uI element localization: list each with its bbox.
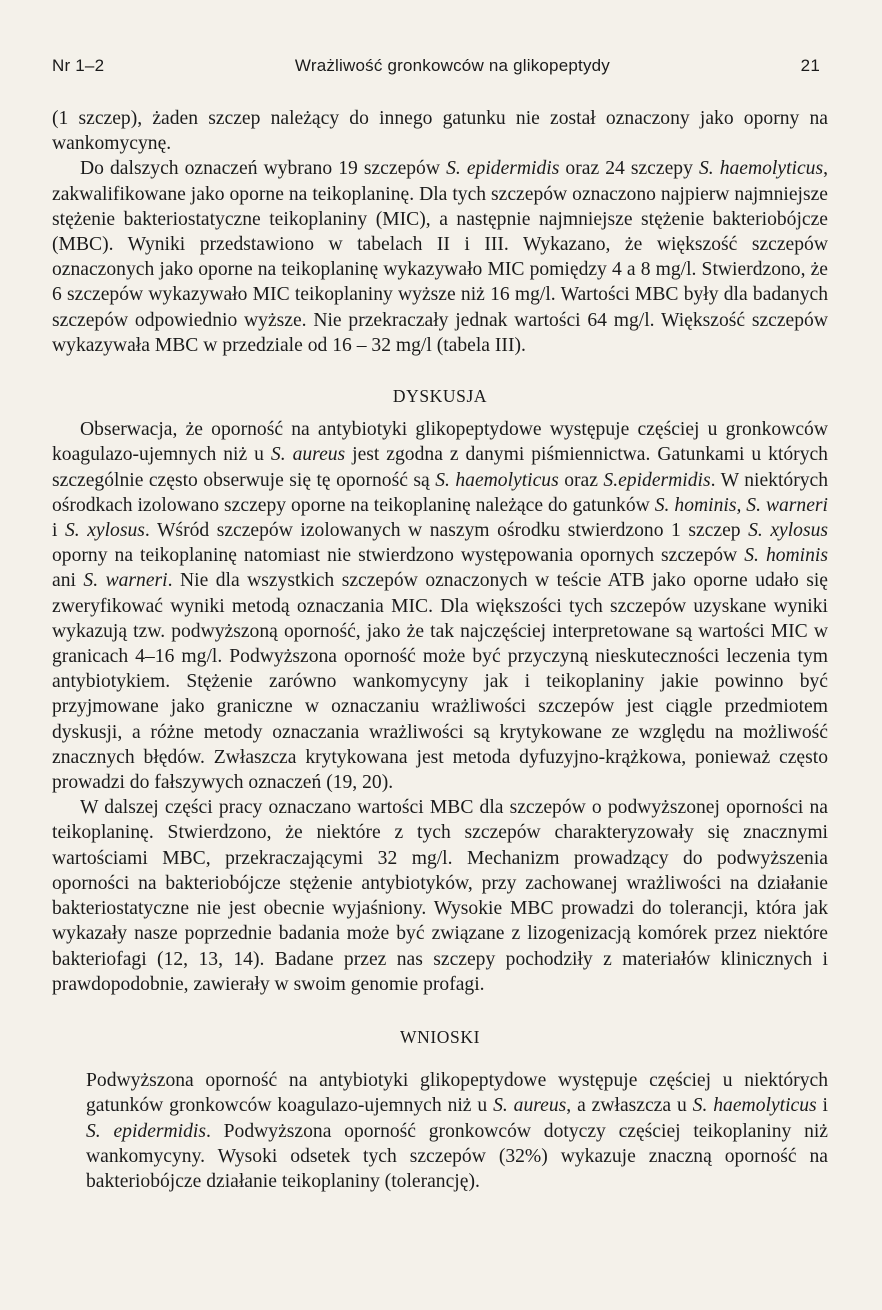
paragraph-discussion-1: Obserwacja, że oporność na antybiotyki glikopeptydowe występuje częściej u gronkowców koagulazo-ujemnych niż u S. aureus jest zgodna z danymi piśmiennictwa. Gatunkami u których szczególnie często obserwuje się tę oporność są S. haemolyticus oraz S.epidermidis. W niektórych ośrodkach izolowano szczepy oporne na teikoplaninę należące do gatunków S. hominis, S. warneri i S. xylosus. Wśród szczepów izolowanych w naszym ośrodku stwierdzono 1 szczep S. xylosus oporny na teikoplaninę natomiast nie stwierdzono występowania opornych szczepów S. hominis ani S. warneri. Nie dla wszystkich szczepów oznaczonych w teście ATB jako oporne udało się zweryfikować wyniki metodą oznaczania MIC. Dla większości tych szczepów uzyskane wyniki wykazują tzw. podwyższoną oporność, jako że tak najczęściej interpretowane są wartości MIC w granicach 4–16 mg/l. Podwyższona oporność może być przyczyną nieskuteczności leczenia tym antybiotykiem. Stężenie zarówno wankomycyny jak i teikoplaniny jakie powinno być przyjmowane jako graniczne w oznaczaniu wrażliwości szczepów jest ciągle przedmiotem dyskusji, a różne metody oznaczania wrażliwości są krytykowane ze względu na możliwość znacznych błędów. Zwłaszcza krytykowana jest metoda dyfuzyjno-krążkowa, ponieważ często prowadzi do fałszywych oznaczeń (19, 20). <box>52 419 829 794</box>
paragraph-results: Do dalszych oznaczeń wybrano 19 szczepów S. epidermidis oraz 24 szczepy S. haemolyticus, zakwalifikowane jako oporne na teikoplaninę. Dla tych szczepów oznaczono najpierw najmniejsze stężenie bakteriostatyczne teikoplaniny (MIC), a następnie najmniejsze stężenie bakteriobójcze (MBC). Wyniki przedstawiono w tabelach II i III. Wykazano, że większość szczepów oznaczonych jako oporne na teikoplaninę wykazywało MIC pomiędzy 4 a 8 mg/l. Stwierdzono, że 6 szczepów wykazywało MIC teikoplaniny wyższe niż 16 mg/l. Wartości MBC były dla badanych szczepów odpowiednio wyższe. Nie przekraczały jednak wartości 64 mg/l. Większość szczepów wykazywała MBC w przedziale od 16 – 32 mg/l (tabela III). <box>52 158 828 356</box>
paragraph-conclusions: Podwyższona oporność na antybiotyki glikopeptydowe występuje częściej u niektórych gatunków gronkowców koagulazo-ujemnych niż u S. aureus, a zwłaszcza u S. haemolyticus i S. epidermidis. Podwyższona oporność gronkowców dotyczy częściej teikoplaniny niż wankomycyny. Wysoki odsetek tych szczepów (32%) wykazuje znaczną oporność na bakteriobójcze działanie teikoplaniny (tolerancję). <box>86 1070 829 1192</box>
species-name: S. hominis <box>744 545 828 567</box>
section-heading-dyskusja: DYSKUSJA <box>392 386 488 407</box>
section-heading-wnioski: WNIOSKI <box>399 1026 481 1047</box>
species-name: S. epidermidis <box>446 158 560 180</box>
species-name: S. warneri <box>83 570 168 592</box>
paragraph-discussion-2: W dalszej części pracy oznaczano wartości MBC dla szczepów o podwyższonej oporności na teikoplaninę. Stwierdzono, że niektóre z tych szczepów charakteryzowały się znacznymi wartościami MBC, przekraczającymi 32 mg/l. Mechanizm prowadzący do podwyższenia oporności na bakteriobójcze stężenie antybiotyków, przy zachowanej wrażliwości na działanie bakteriostatyczne nie jest obecnie wyjaśniony. Wysokie MBC prowadzi do tolerancji, która jak wykazały nasze poprzednie badania może być związane z lizogenizacją komórek przez niektóre bakteriofagi (12, 13, 14). Badane przez nas szczepy pochodziły z materiałów klinicznych i prawdopodobnie, zawierały w swoim genomie profagi. <box>52 797 828 995</box>
species-name: S. xylosus <box>748 520 828 542</box>
species-name: S. haemolyticus <box>435 469 559 491</box>
page-number: 21 <box>800 56 820 75</box>
paragraph-continuation: (1 szczep), żaden szczep należący do innego gatunku nie został oznaczony jako oporny na wankomycynę. <box>52 108 828 155</box>
running-title: Wrażliwość gronkowców na glikopeptydy <box>294 56 611 75</box>
species-name: S. aureus <box>270 444 346 466</box>
species-name: S.epidermidis <box>603 469 711 491</box>
running-header <box>52 56 820 76</box>
journal-issue: Nr 1–2 <box>52 56 105 75</box>
species-name: S. xylosus <box>64 520 145 542</box>
species-name: S. epidermidis <box>86 1120 206 1142</box>
species-name: S. hominis, S. warneri <box>654 494 828 516</box>
species-name: S. haemolyticus <box>698 158 824 180</box>
species-name: S. haemolyticus <box>692 1095 817 1117</box>
species-name: S. aureus <box>493 1095 567 1117</box>
article-body <box>52 106 828 1194</box>
